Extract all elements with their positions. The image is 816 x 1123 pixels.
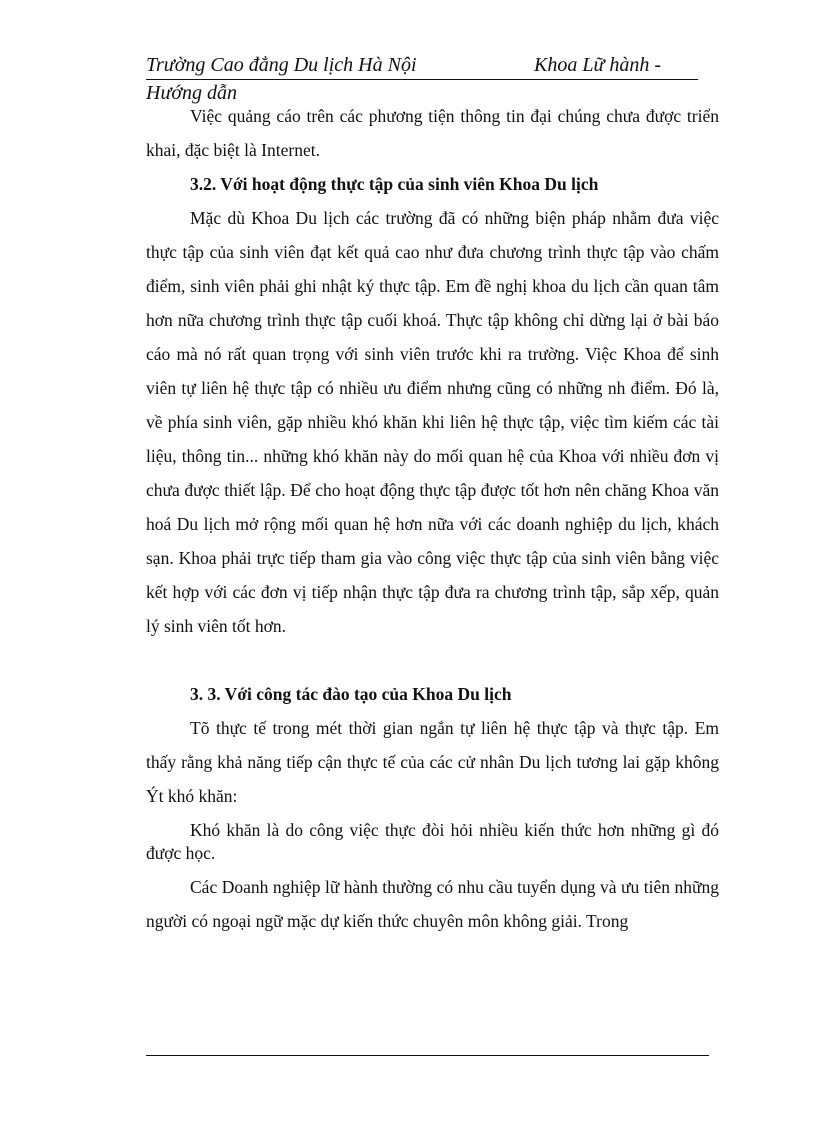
page-header: [146, 52, 698, 106]
header-department-continued: Hướng dẫn: [146, 82, 238, 104]
paragraph-spacer: [146, 643, 719, 677]
paragraph-recruitment: Các Doanh nghiệp lữ hành thường có nhu cầu tuyển dụng và ưu tiên những người có ngoại ngữ mặc dự kiến thức chuyên môn không giải. Trong: [146, 877, 719, 931]
header-rule-line: [146, 52, 698, 80]
header-department: Khoa Lữ hành -: [534, 54, 662, 76]
paragraph-training: Tõ thực tế trong mét thời gian ngắn tự liên hệ thực tập và thực tập. Em thấy rằng khả năng tiếp cận thực tế của các cử nhân Du lịch tương lai gặp không Ýt khó khăn:: [146, 718, 719, 806]
paragraph-advertising: Việc quảng cáo trên các phương tiện thông tin đại chúng chưa được triển khai, đặc biệt là Internet.: [146, 106, 719, 160]
paragraph-difficulty: Khó khăn là do công việc thực đòi hỏi nhiều kiến thức hơn những gì đó được học.: [146, 820, 719, 863]
section-heading-3-2: 3.2. Với hoạt động thực tập của sinh viên Khoa Du lịch: [190, 174, 599, 194]
header-school-name: Trường Cao đẳng Du lịch Hà Nội: [146, 54, 417, 76]
section-heading-3-3: 3. 3. Với công tác đào tạo của Khoa Du lịch: [190, 684, 512, 704]
paragraph-internship: Mặc dù Khoa Du lịch các trường đã có những biện pháp nhằm đưa việc thực tập của sinh viên đạt kết quả cao như đưa chương trình thực tập vào chấm điểm, sinh viên phải ghi nhật ký thực tập. Em đề nghị khoa du lịch cần quan tâm hơn nữa chương trình thực tập cuối khoá. Thực tập không chỉ dừng lại ở bài báo cáo mà nó rất quan trọng với sinh viên trước khi ra trường. Việc Khoa để sinh viên tự liên hệ thực tập có nhiều ưu điểm nhưng cũng có những nh điểm. Đó là, về phía sinh viên, gặp nhiều khó khăn khi liên hệ thực tập, việc tìm kiếm các tài liệu, thông tin... những khó khăn này do mối quan hệ của Khoa với nhiều đơn vị chưa được thiết lập. Để cho hoạt động thực tập được tốt hơn nên chăng Khoa văn hoá Du lịch mở rộng mối quan hệ hơn nữa với các doanh nghiệp du lịch, khách sạn. Khoa phải trực tiếp tham gia vào công việc thực tập của sinh viên bằng việc kết hợp với các đơn vị tiếp nhận thực tập đưa ra chương trình tập, sắp xếp, quản lý sinh viên tốt hơn.: [146, 208, 719, 636]
footer-rule: [146, 1055, 709, 1056]
document-body: [146, 99, 719, 938]
